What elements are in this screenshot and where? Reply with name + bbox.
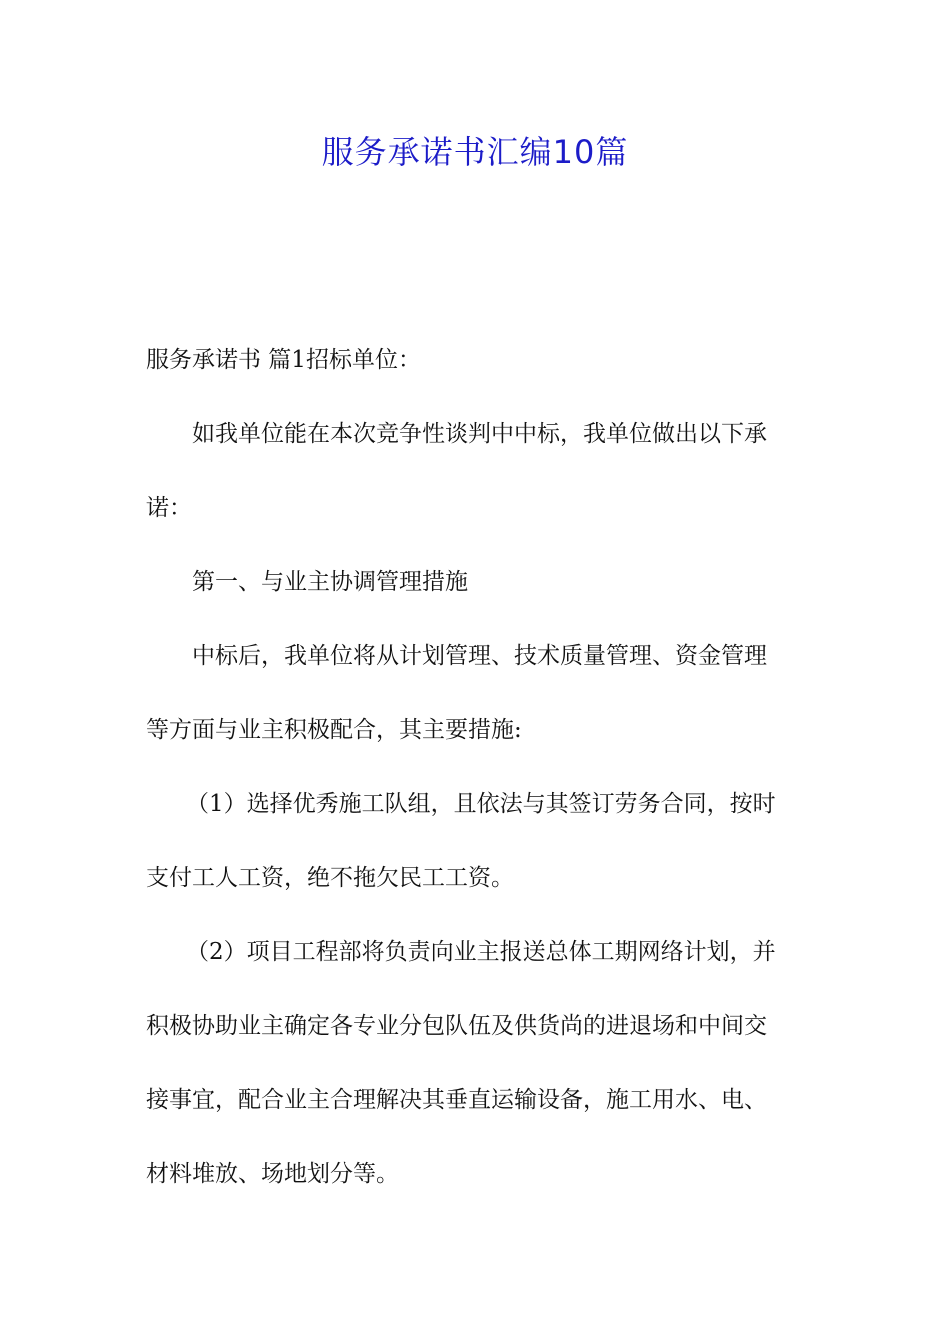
paragraph-line: 等方面与业主积极配合，其主要措施: xyxy=(146,717,522,743)
paragraph-line: 如我单位能在本次竞争性谈判中中标，我单位做出以下承 xyxy=(192,421,767,447)
paragraph-line: 积极协助业主确定各专业分包队伍及供货尚的进退场和中间交 xyxy=(146,1013,767,1039)
paragraph-line: （1）选择优秀施工队组，且依法与其签订劳务合同，按时 xyxy=(186,791,776,817)
paragraph-line: （2）项目工程部将负责向业主报送总体工期网络计划，并 xyxy=(186,939,776,965)
paragraph-line: 支付工人工资，绝不拖欠民工工资。 xyxy=(146,865,514,891)
paragraph-line: 第一、与业主协调管理措施 xyxy=(192,569,468,595)
paragraph-line: 材料堆放、场地划分等。 xyxy=(146,1161,399,1187)
paragraph-line: 接事宜，配合业主合理解决其垂直运输设备，施工用水、电、 xyxy=(146,1087,767,1113)
document-title: 服务承诺书汇编10篇 xyxy=(321,133,629,171)
paragraph-line: 中标后，我单位将从计划管理、技术质量管理、资金管理 xyxy=(192,643,767,669)
document-body xyxy=(146,342,808,1230)
paragraph-line: 诺： xyxy=(146,495,192,521)
paragraph-line: 服务承诺书 篇1招标单位： xyxy=(146,347,421,373)
